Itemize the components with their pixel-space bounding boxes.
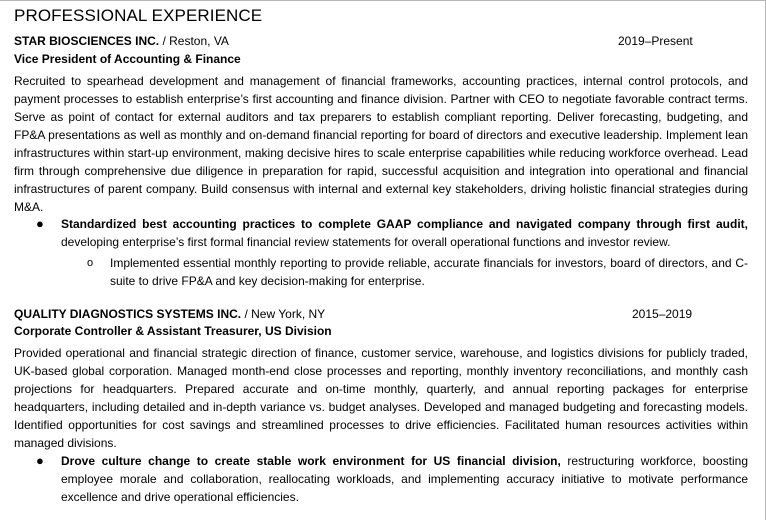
achievement-bullet xyxy=(61,215,748,251)
company-location: / New York, NY xyxy=(241,307,326,321)
achievement-highlight: Standardized best accounting practices to complete GAAP compliance and navigated company through first audit, xyxy=(61,217,748,231)
company-name: STAR BIOSCIENCES INC. xyxy=(14,34,160,48)
job-title: Vice President of Accounting & Finance xyxy=(14,52,241,66)
job-summary: Provided operational and financial strategic direction of finance, customer service, warehouse, and logistics divisions for publicly traded, UK-based global corporation. Managed month-end close processes and reporting, monthly inventory reconciliations, and monthly cash projections for headquarters. Prepared accurate and on-time monthly, quarterly, and annual reporting packages for enterprise headquarters, including detailed and in-depth variance vs. budget analyses. Developed and managed budgeting and forecasting models. Identified opportunities for cost savings and streamlined processes to drive efficiencies. Facilitated human resources activities within managed divisions. xyxy=(14,346,748,450)
job-summary: Recruited to spearhead development and management of financial frameworks, accounting practices, internal control protocols, and payment processes to establish enterprise’s first accounting and finance division. Partner with CEO to negotiate favorable contract terms. Serve as point of contact for external auditors and tax preparers to establish compliant reporting. Deliver forecasting, budgeting, and FP&A presentations as well as monthly and on-demand financial reporting for board of directors and executive leadership. Implement lean infrastructures within start-up environment, making decisive hires to scale enterprise capabilities while reducing workforce overhead. Lead firm through comprehensive due diligence in preparation for rapid, successful acquisition and integration into operational and financial infrastructures of parent company. Build consensus with internal and external key stakeholders, driving holistic financial strategies during M&A. xyxy=(14,74,748,214)
achievement-highlight: Drove culture change to create stable work environment for US financial division, xyxy=(61,454,561,468)
company-name: QUALITY DIAGNOSTICS SYSTEMS INC. xyxy=(14,307,242,321)
company-location: / Reston, VA xyxy=(159,34,229,48)
sub-achievement-bullet: Implemented essential monthly reporting to provide reliable, accurate financials for investors, board of directors, and C-suite to drive FP&A and key decision-making for enterprise. xyxy=(110,256,748,288)
company-line xyxy=(14,34,229,48)
section-title: PROFESSIONAL EXPERIENCE xyxy=(14,6,263,25)
employment-dates: 2015–2019 xyxy=(632,307,693,321)
achievement-detail: restructuring workforce, boosting employee morale and collaboration, reallocating workloads, and implementing accuracy initiative to motivate performance excellence and drive operational efficiencies. xyxy=(61,454,748,504)
job-title: Corporate Controller & Assistant Treasurer, US Division xyxy=(14,324,332,338)
achievement-bullet xyxy=(61,452,748,506)
employment-dates: 2019–Present xyxy=(618,34,693,48)
bullet-marker: ● xyxy=(36,453,44,468)
sub-bullet-marker: o xyxy=(87,257,94,269)
achievement-detail: developing enterprise’s first formal financial review statements for overall operational functions and investor review. xyxy=(61,235,671,249)
company-line xyxy=(14,307,325,321)
bullet-marker: ● xyxy=(36,216,44,231)
